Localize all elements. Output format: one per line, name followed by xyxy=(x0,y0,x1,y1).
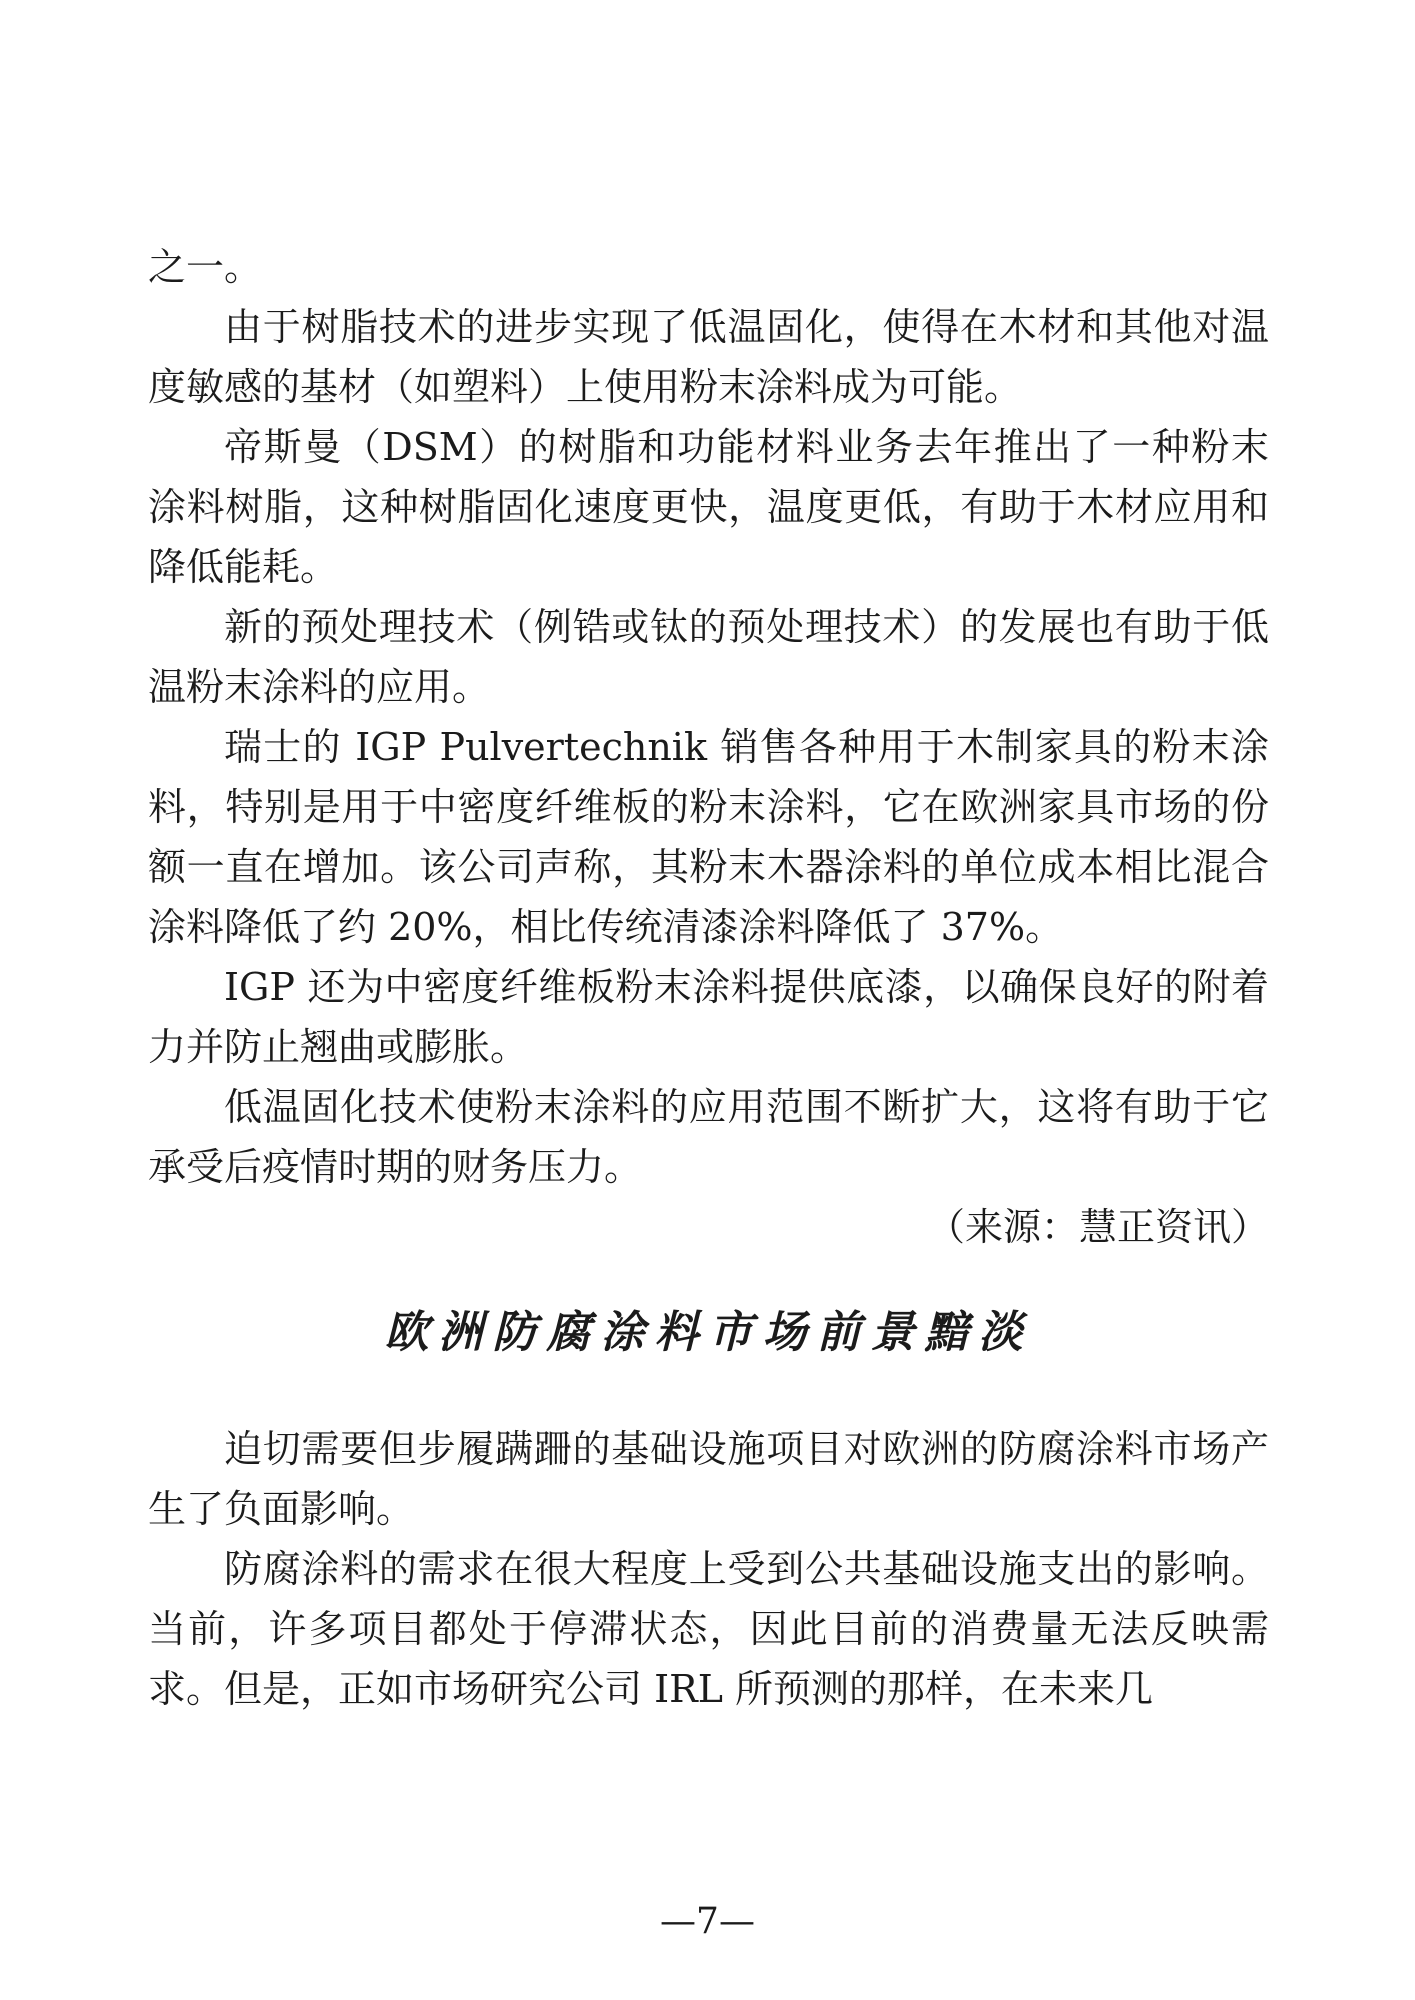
paragraph: 低温固化技术使粉末涂料的应用范围不断扩大，这将有助于它承受后疫情时期的财务压力。 xyxy=(148,1085,1269,1189)
page-footer xyxy=(0,1900,1415,1944)
continuation-line: 之一。 xyxy=(148,245,263,289)
page-number: —7— xyxy=(660,1901,755,1942)
article-title-anticorrosion: 欧洲防腐涂料市场前景黯淡 xyxy=(384,1307,1033,1358)
article-powder-coatings-body xyxy=(148,297,1269,1197)
paragraph: 新的预处理技术（例锆或钛的预处理技术）的发展也有助于低温粉末涂料的应用。 xyxy=(148,605,1269,709)
paragraph: 由于树脂技术的进步实现了低温固化，使得在木材和其他对温度敏感的基材（如塑料）上使用粉末涂料成为可能。 xyxy=(148,305,1269,409)
paragraph: 帝斯曼（DSM）的树脂和功能材料业务去年推出了一种粉末涂料树脂，这种树脂固化速度更快，温度更低，有助于木材应用和降低能耗。 xyxy=(148,425,1269,589)
paragraph: 防腐涂料的需求在很大程度上受到公共基础设施支出的影响。当前，许多项目都处于停滞状态，因此目前的消费量无法反映需求。但是，正如市场研究公司 IRL 所预测的那样，在未来几 xyxy=(148,1547,1269,1711)
source-attribution: （来源：慧正资讯） xyxy=(926,1205,1269,1249)
paragraph: 瑞士的 IGP Pulvertechnik 销售各种用于木制家具的粉末涂料，特别是用于中密度纤维板的粉末涂料，它在欧洲家具市场的份额一直在增加。该公司声称，其粉末木器涂料的单位成本相比混合涂料降低了约 20%，相比传统清漆涂料降低了 37%。 xyxy=(148,725,1269,949)
paragraph: IGP 还为中密度纤维板粉末涂料提供底漆，以确保良好的附着力并防止翘曲或膨胀。 xyxy=(148,965,1269,1069)
page-content xyxy=(148,237,1269,1719)
paragraph: 迫切需要但步履蹒跚的基础设施项目对欧洲的防腐涂料市场产生了负面影响。 xyxy=(148,1427,1269,1531)
article-anticorrosion-body xyxy=(148,1419,1269,1719)
